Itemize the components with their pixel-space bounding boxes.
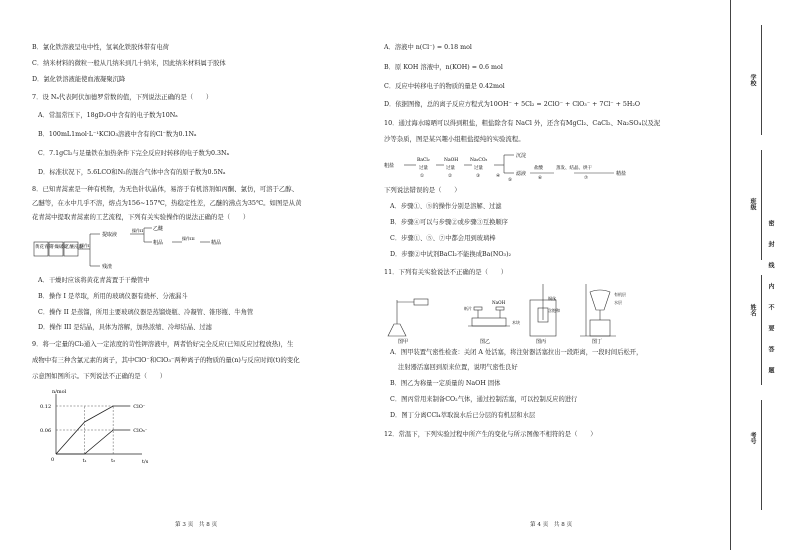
q8-flow-diagram bbox=[32, 222, 262, 274]
left-page-footer: 第 3 页 共 8 页 bbox=[175, 522, 218, 528]
name-line bbox=[761, 275, 762, 385]
q6-option-c: C．纳米材料的微粒一般从几纳米到几十纳米，因此纳米材料属于胶体 bbox=[32, 60, 226, 67]
svg-text:⑥: ⑥ bbox=[538, 176, 543, 181]
q8-stem-2: 乙醚等，在水中几乎不溶，熔点为156~157℃，热稳定性差，乙醚的沸点为35℃。如图是从黄 bbox=[32, 199, 302, 207]
q11-option-b: B．图乙为称量一定质量的 NaOH 固体 bbox=[390, 380, 501, 387]
flow-crude: 粗品 bbox=[153, 240, 164, 246]
flow-step2: 乙醚浸取 bbox=[65, 245, 83, 250]
svg-text:盐酸: 盐酸 bbox=[534, 166, 543, 171]
q11-figures bbox=[380, 280, 660, 344]
q7-option-c: C．7.1gCl₂与足量铁在加热条件下完全反应时转移的电子数为0.3Nₐ bbox=[38, 150, 230, 157]
y-axis-label: n/mol bbox=[52, 389, 67, 395]
svg-text:图甲: 图甲 bbox=[398, 339, 409, 344]
q9-chart bbox=[36, 388, 176, 468]
binding-line bbox=[730, 0, 731, 550]
name-label: 姓名 bbox=[749, 304, 756, 316]
x-axis-label: t/s bbox=[142, 459, 149, 465]
q10-option-c: C．步骤①、⑤、⑦中都会用到玻璃棒 bbox=[390, 235, 496, 242]
svg-text:⑦: ⑦ bbox=[584, 176, 589, 181]
svg-text:蒸发、结晶、烘干: 蒸发、结晶、烘干 bbox=[556, 166, 592, 171]
q11-option-c: C．图丙常用来制备CO₂气体，通过控制活塞，可以控制反应的进行 bbox=[390, 396, 578, 403]
flow-start: 黄花青蒿 bbox=[35, 245, 53, 250]
flow-product: 精品 bbox=[211, 240, 222, 246]
svg-text:图丁: 图丁 bbox=[592, 339, 603, 344]
q7-option-d: D．标准状况下，5.6LCO和N₂的混合气体中含有的原子数为0.5Nₐ bbox=[38, 169, 226, 176]
q12-stem: 12．常温下，下列实验过程中所产生的变化与所示图像不相符的是（ ） bbox=[384, 430, 597, 438]
svg-text:含饱和: 含饱和 bbox=[548, 308, 560, 313]
svg-text:过量: 过量 bbox=[446, 166, 455, 171]
q10-option-d: D．步骤②中试剂BaCl₂不能换成Ba(NO₃)₂ bbox=[390, 251, 512, 258]
svg-text:过量: 过量 bbox=[419, 166, 428, 171]
svg-text:③: ③ bbox=[476, 174, 481, 179]
q10-stem-2: 沙等杂质，图是某兴趣小组粗盐提纯的实验流程。 bbox=[384, 135, 525, 143]
q9-option-d: D．依据图像，总的离子反应方程式为10OH⁻ + 5Cl₂ = 2ClO⁻ + ClO₃⁻ + 7Cl⁻ + 5H₂O bbox=[384, 101, 641, 108]
svg-text:NaOH: NaOH bbox=[444, 158, 459, 163]
q10-start: 粗盐 bbox=[384, 163, 395, 169]
svg-text:木块: 木块 bbox=[512, 320, 520, 325]
q8-option-d: D．操作 III 是结晶，具体为溶解，加热浓缩、冷却结晶、过滤 bbox=[38, 324, 212, 331]
q6-option-b: B．氯化铁溶液呈电中性，氢氧化铁胶体带有电荷 bbox=[32, 44, 169, 51]
school-label: 学校 bbox=[749, 74, 756, 86]
q11-option-a-1: A．图甲装置气密性检查：关闭 A 处活塞，将注射器活塞拉出一段距离，一段时间后松开， bbox=[390, 349, 643, 356]
q10-sediment: 沉淀 bbox=[516, 153, 527, 159]
flow-op3: 操作III bbox=[182, 236, 195, 241]
flow-ether: 乙醚 bbox=[153, 226, 164, 232]
svg-text:④: ④ bbox=[496, 174, 501, 179]
svg-text:水层: 水层 bbox=[614, 300, 622, 305]
x-tick-label: t₁ bbox=[82, 458, 87, 464]
binding-warning: 密 封 线 内 不 要 答 题 bbox=[767, 220, 774, 374]
q6-option-d: D．氯化铁溶液能使血液凝聚沉降 bbox=[32, 76, 126, 83]
flow-extract: 提取液 bbox=[102, 232, 118, 238]
q9-stem-2: 成物中有三种含氯元素的离子，其中ClO⁻和ClO₃⁻两种离子的物质的量(n)与反应时间(t)的变化 bbox=[32, 356, 300, 364]
svg-text:图丙: 图丙 bbox=[536, 339, 547, 344]
q10-stem-1: 10．通过海水晾晒可以得到粗盐，粗盐除含有 NaCl 外，还含有MgCl₂、CaCl₂、Na₂SO₄以及泥 bbox=[384, 119, 661, 127]
q10-option-b: B．步骤④可以与步骤②或步骤③互换顺序 bbox=[390, 219, 508, 226]
y-tick-label: 0.06 bbox=[40, 428, 52, 434]
svg-text:②: ② bbox=[448, 174, 453, 179]
svg-text:有机层: 有机层 bbox=[614, 292, 626, 297]
q9-option-a: A．溶液中 n(Cl⁻) = 0.18 mol bbox=[384, 44, 472, 51]
q8-option-c: C．操作 II 是蒸馏，所用主要玻璃仪器是蒸馏烧瓶、冷凝管、锥形瓶、牛角管 bbox=[38, 309, 254, 316]
svg-text:图乙: 图乙 bbox=[480, 339, 491, 344]
svg-text:BaCl₂: BaCl₂ bbox=[417, 158, 430, 163]
q10-final: 精盐 bbox=[616, 171, 627, 177]
origin-label: 0 bbox=[51, 457, 55, 463]
flow-step1: 干燥破碎 bbox=[50, 245, 68, 250]
q10-option-a: A．步骤①、⑤的操作分别是溶解、过滤 bbox=[390, 203, 502, 210]
id-label: 考号 bbox=[749, 432, 756, 444]
q7-option-a: A．常温常压下，18gD₂O中含有的电子数为10Nₐ bbox=[38, 112, 178, 119]
series-label-1: ClO₃⁻ bbox=[133, 428, 148, 434]
svg-text:NaOH: NaOH bbox=[492, 300, 506, 305]
y-tick-label: 0.12 bbox=[40, 404, 52, 410]
x-tick-label: t₂ bbox=[111, 458, 116, 464]
svg-text:①: ① bbox=[420, 174, 425, 179]
q8-stem-3: 花青蒿中提取青蒿素的工艺流程，下列有关实验操作的说法正确的是（ ） bbox=[32, 213, 250, 221]
svg-text:过量: 过量 bbox=[474, 166, 483, 171]
q9-stem-3: 示意图如图所示。下列说法不正确的是（ ） bbox=[32, 372, 167, 380]
svg-text:铜丝: 铜丝 bbox=[548, 296, 556, 301]
q9-stem-1: 9．将一定量的Cl₂通入一定浓度的苛性钾溶液中，两者恰好完全反应(已知反应过程放热)，生 bbox=[32, 340, 294, 348]
svg-text:纸片: 纸片 bbox=[464, 306, 472, 311]
q10-filtrate: 滤液 bbox=[516, 171, 527, 177]
class-label: 班级 bbox=[749, 198, 756, 210]
svg-text:⑤: ⑤ bbox=[508, 178, 513, 181]
q8-option-a: A．干燥时应该将黄花青蒿置于干燥管中 bbox=[38, 277, 150, 284]
flow-op2: 操作II bbox=[132, 228, 144, 233]
q9-option-b: B．原 KOH 溶液中，n(KOH) = 0.6 mol bbox=[384, 64, 503, 71]
series-label-0: ClO⁻ bbox=[133, 404, 146, 410]
q11-option-d: D．图丁分离CCl₄萃取溴水后已分层的有机层和水层 bbox=[390, 412, 536, 419]
q10-after: 下列说法错误的是（ ） bbox=[384, 186, 461, 194]
q7-stem: 7．设 Nₐ代表阿伏加德罗常数的值，下列说法正确的是（ ） bbox=[32, 93, 213, 101]
flow-op1: 操作I bbox=[80, 243, 90, 248]
svg-text:Na₂CO₃: Na₂CO₃ bbox=[470, 158, 488, 163]
q7-option-b: B．100mL1mol·L⁻¹KClO₃溶液中含有的Cl⁻数为0.1Nₐ bbox=[38, 131, 197, 138]
id-line bbox=[761, 400, 762, 510]
q11-option-a-2: 注射器活塞回到原来位置，说明气密性良好 bbox=[398, 364, 518, 371]
q10-flow-diagram bbox=[384, 147, 644, 181]
right-page-footer: 第 4 页 共 8 页 bbox=[530, 522, 573, 528]
q8-stem-1: 8．已知青蒿素是一种有机物，为无色针状晶体，易溶于有机溶剂如丙酮、氯仿，可溶于乙醇、 bbox=[32, 185, 299, 193]
q9-option-c: C．反应中转移电子的物质的量是 0.42mol bbox=[384, 83, 505, 90]
class-line bbox=[761, 150, 762, 260]
q11-stem: 11．下列有关实验说法不正确的是（ ） bbox=[384, 268, 508, 276]
school-line bbox=[761, 25, 762, 135]
q8-option-b: B．操作 I 是萃取，所用的玻璃仪器有烧杯、分液漏斗 bbox=[38, 293, 188, 300]
flow-residue: 残渣 bbox=[102, 264, 113, 270]
